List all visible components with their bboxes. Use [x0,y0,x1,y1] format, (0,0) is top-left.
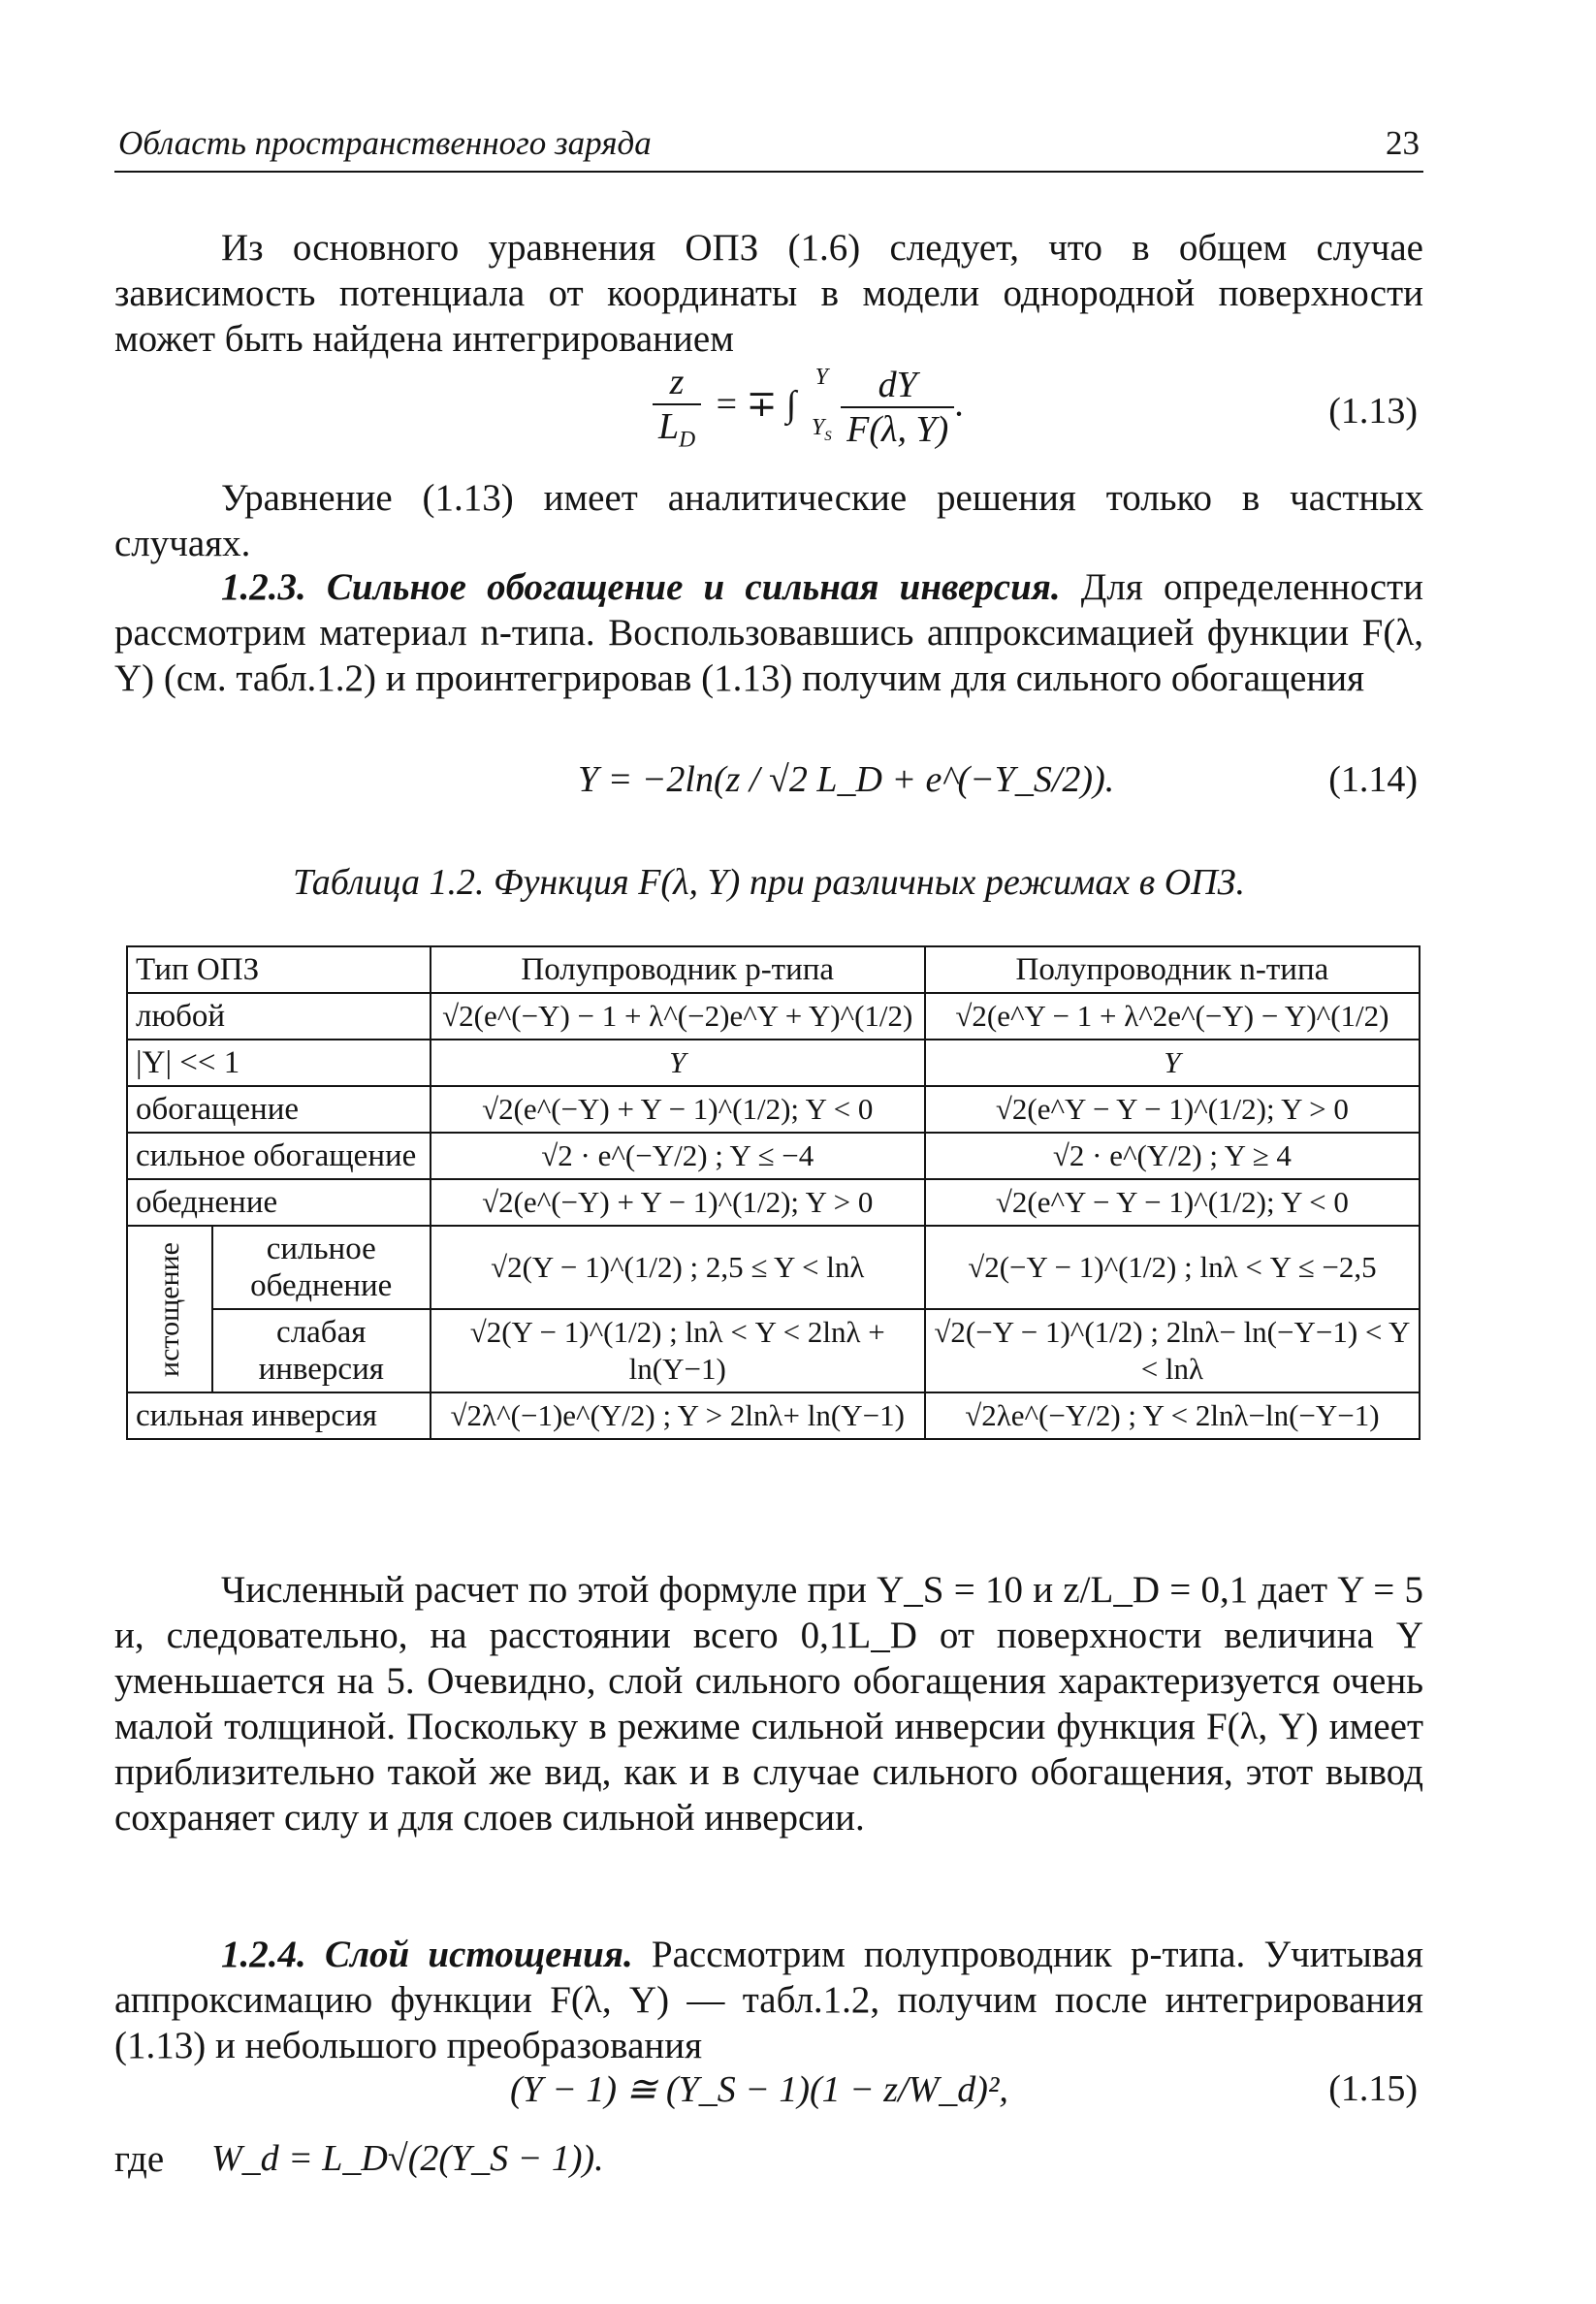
table-row: обеднение √2(e^(−Y) + Y − 1)^(1/2); Y > 0 √2(e^Y − Y − 1)^(1/2); Y < 0 [127,1179,1420,1226]
table-header-n: Полупроводник n-типа [925,946,1420,993]
equation-1-15 [114,2067,1423,2122]
where-clause [114,2137,1423,2192]
table-row: сильное обогащение √2 · e^(−Y/2) ; Y ≤ −4 √2 · e^(Y/2) ; Y ≥ 4 [127,1133,1420,1179]
where-formula: W_d = L_D√(2(Y_S − 1)). [211,2138,604,2179]
table-group-depletion: истощение [127,1226,212,1392]
section-1-2-3-text: Для определенности рассмотрим материал n-типа. Воспользовавшись аппроксимацией функции F(λ, Y) (см. табл.1.2) и проинтегрировав (1.13) получим для сильного обогащения [114,566,1423,699]
eq114-label: (1.14) [1328,759,1418,800]
eq113-label: (1.13) [1328,391,1418,432]
where-word: где [114,2138,165,2180]
section-1-2-3 [114,564,1423,701]
table-row: сильная инверсия √2λ^(−1)e^(Y/2) ; Y > 2lnλ+ ln(Y−1) √2λe^(−Y/2) ; Y < 2lnλ−ln(−Y−1) [127,1392,1420,1439]
paragraph-2 [114,475,1423,566]
table-row: обогащение √2(e^(−Y) + Y − 1)^(1/2); Y < 0 √2(e^Y − Y − 1)^(1/2); Y > 0 [127,1086,1420,1133]
paragraph-3 [114,1567,1423,1840]
paragraph-1-text: Из основного уравнения ОПЗ (1.6) следует, что в общем случае зависимость потенциала от координаты в модели однородной поверхности может быть найдена интегрированием [114,227,1423,360]
eq115-body: (Y − 1) ≅ (Y_S − 1)(1 − z/W_d)², [510,2069,1008,2110]
table-header-type: Тип ОПЗ [127,946,431,993]
table-header-row [127,946,1420,993]
paragraph-3-text: Численный расчет по этой формуле при Y_S = 10 и z/L_D = 0,1 дает Y = 5 и, следовательно, на расстоянии всего 0,1L_D от поверхности величина Y уменьшается на 5. Очевидно, слой сильного обогащения характеризуется очень малой толщиной. Поскольку в режиме сильной инверсии функция F(λ, Y) имеет приблизительно такой же вид, как и в случае сильного обогащения, этот вывод сохраняет силу и для слоев сильной инверсии. [114,1569,1423,1839]
section-1-2-4 [114,1932,1423,2068]
running-header [114,124,1423,173]
section-1-2-4-number: 1.2.4. [221,1934,306,1975]
eq115-label: (1.15) [1328,2068,1418,2109]
header-title: Область пространственного заряда [118,124,652,162]
paragraph-1 [114,225,1423,362]
eq113-lhs: $\frac{z}{L_D}$ [653,361,701,454]
table-row: слабая инверсия √2(Y − 1)^(1/2) ; lnλ < Y < 2lnλ + ln(Y−1) √2(−Y − 1)^(1/2) ; 2lnλ− ln(−Y−1) < Y < lnλ [127,1309,1420,1392]
eq113-integrand: $\frac{dY}{F(\lambda, Y)}$ [841,364,954,451]
table-1-2 [126,945,1420,1440]
section-1-2-4-title: Слой истощения. [324,1934,633,1975]
table-row: любой √2(e^(−Y) − 1 + λ^(−2)e^Y + Y)^(1/2) √2(e^Y − 1 + λ^2e^(−Y) − Y)^(1/2) [127,993,1420,1040]
page-number: 23 [1386,124,1420,162]
table-row: истощение сильное обеднение √2(Y − 1)^(1/2) ; 2,5 ≤ Y < lnλ √2(−Y − 1)^(1/2) ; lnλ < Y ≤ −2,5 [127,1226,1420,1309]
table-row: |Y| << 1 Y Y [127,1040,1420,1086]
eq114-body: Y = −2ln(z / √2 L_D + e^(−Y_S/2)). [578,759,1115,800]
equation-1-14 [114,758,1423,816]
eq113-limits: Y $Y_S$ [811,365,832,445]
section-1-2-3-number: 1.2.3. [221,566,306,608]
table-caption: Таблица 1.2. Функция F(λ, Y) при различных режимах в ОПЗ. [293,862,1245,903]
section-1-2-4-text: Рассмотрим полупроводник p-типа. Учитывая аппроксимацию функции F(λ, Y) — табл.1.2, получим после интегрирования (1.13) и небольшого преобразования [114,1934,1423,2066]
paragraph-2-text: Уравнение (1.13) имеет аналитические решения только в частных случаях. [114,477,1423,564]
table-header-p: Полупроводник p-типа [431,946,925,993]
equation-1-13: $\frac{z}{L_D}$ = ∓ ∫ Y $Y_S$ $\frac{dY}{F(\lambda, Y)}$ . (1.13) [114,361,1423,467]
section-1-2-3-title: Сильное обогащение и сильная инверсия. [326,566,1061,608]
eq113-mid: = ∓ ∫ [716,383,797,425]
